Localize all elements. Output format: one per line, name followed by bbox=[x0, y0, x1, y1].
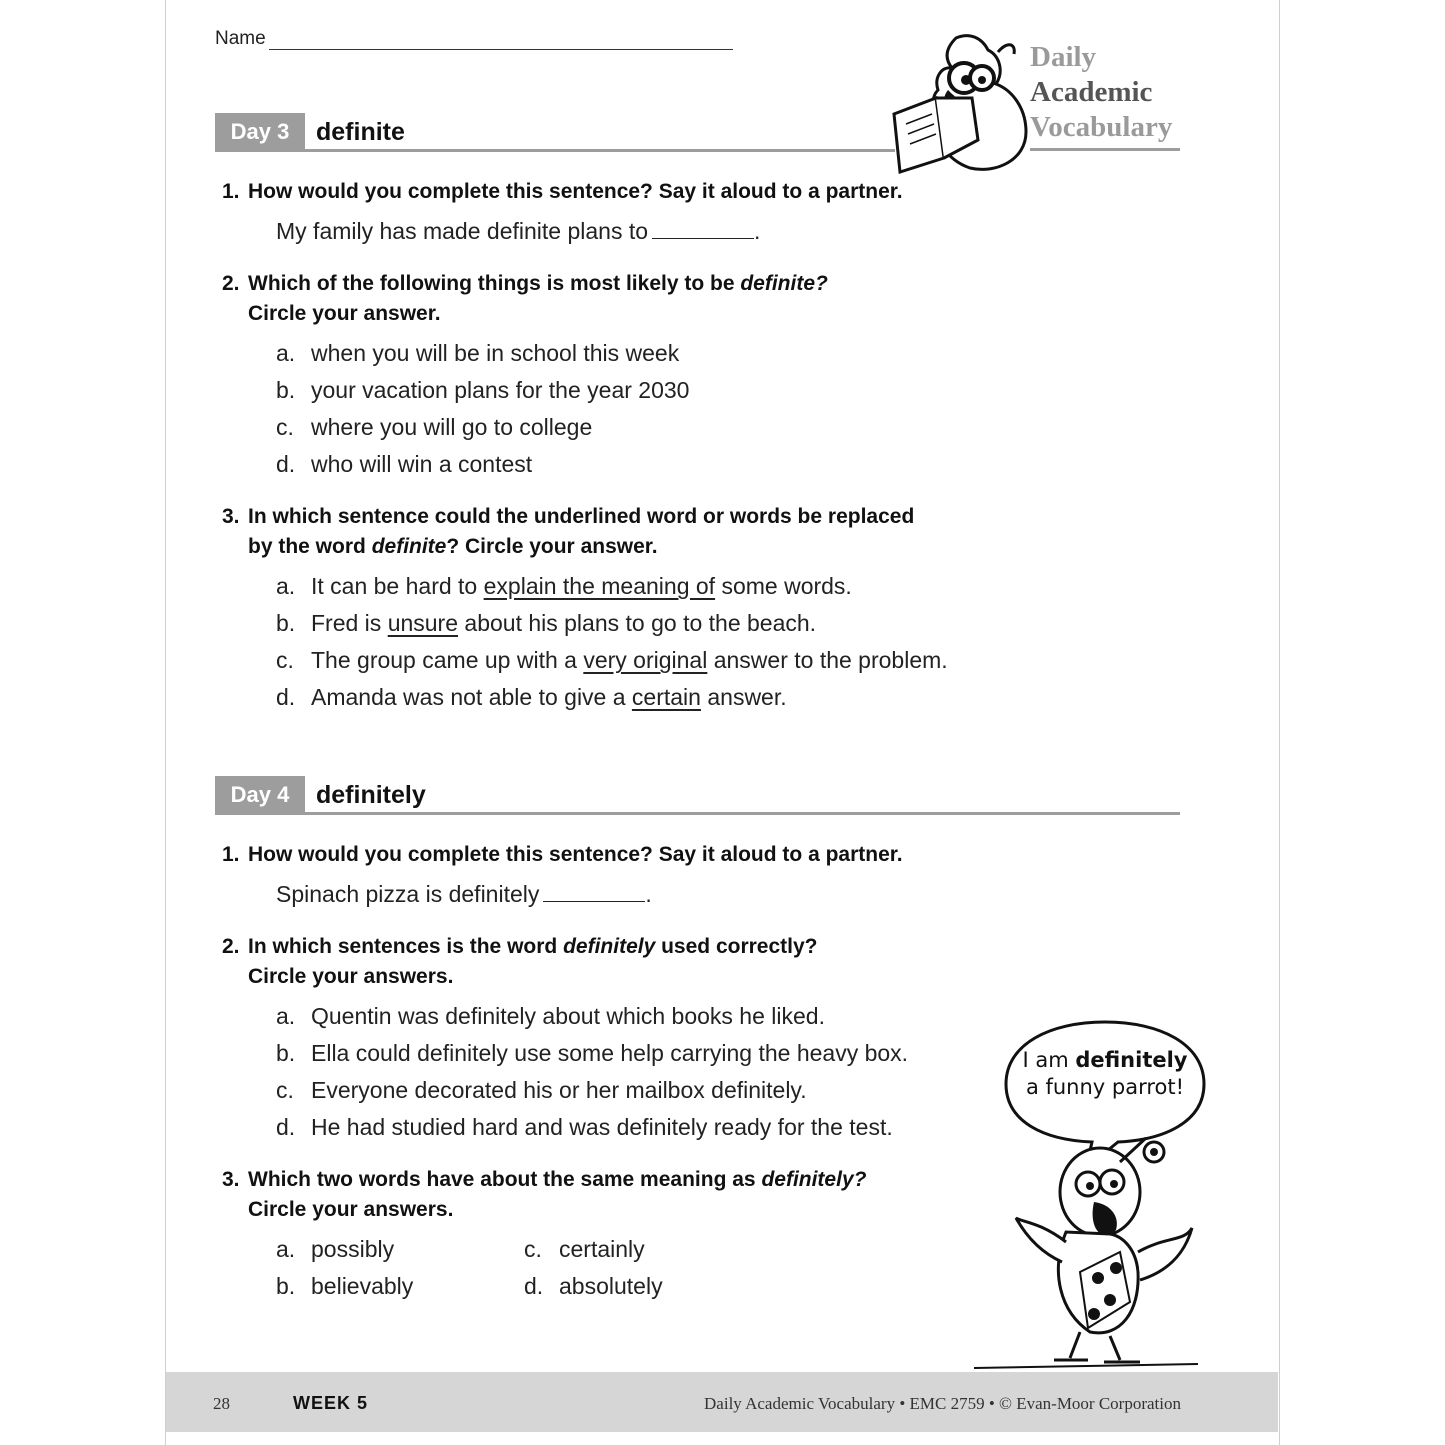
day4-badge: Day 4 bbox=[215, 776, 305, 814]
reading-parrot-icon bbox=[886, 28, 1036, 178]
day4-q2-option-d[interactable]: d. He had studied hard and was definitely ready for the test. bbox=[276, 1114, 893, 1140]
day3-q1-sentence: My family has made definite plans to . bbox=[276, 218, 761, 244]
name-field[interactable] bbox=[215, 28, 733, 50]
brand-rule bbox=[1030, 148, 1180, 151]
footer-credit: Daily Academic Vocabulary • EMC 2759 • © Evan-Moor Corporation bbox=[704, 1394, 1181, 1413]
day3-q3-option-c[interactable]: c. The group came up with a very original answer to the problem. bbox=[276, 647, 948, 673]
day4-q2-option-b[interactable]: b. Ella could definitely use some help carrying the heavy box. bbox=[276, 1040, 909, 1066]
brand-line-academic: Academic bbox=[1030, 76, 1153, 108]
day3-q2-option-a[interactable]: a. when you will be in school this week bbox=[276, 340, 680, 366]
day4-header bbox=[215, 776, 1180, 814]
day4-q2: 2. In which sentences is the word definitely used correctly? Circle your answers. bbox=[222, 935, 818, 988]
day4-q3-option-b[interactable]: b. believably bbox=[276, 1273, 414, 1299]
day3-q3: 3. In which sentence could the underlined word or words be replaced by the word definite? Circle your answer. bbox=[222, 505, 915, 558]
day3-q2-option-c[interactable]: c. where you will go to college bbox=[276, 414, 593, 440]
day4-q1: 1. How would you complete this sentence? Say it aloud to a partner. bbox=[222, 843, 903, 866]
day3-q2-option-b[interactable]: b. your vacation plans for the year 2030 bbox=[276, 377, 690, 403]
day4-q1-sentence: Spinach pizza is definitely . bbox=[276, 881, 652, 907]
day3-q2-option-d[interactable]: d. who will win a contest bbox=[276, 451, 533, 477]
day3-word: definite bbox=[316, 118, 405, 146]
day3-q2: 2. Which of the following things is most likely to be definite? Circle your answer. bbox=[222, 272, 828, 325]
day3-badge: Day 3 bbox=[215, 113, 305, 151]
day4-q3: 3. Which two words have about the same meaning as definitely? Circle your answers. bbox=[222, 1168, 867, 1221]
day3-q3-option-b[interactable]: b. Fred is unsure about his plans to go to the beach. bbox=[276, 610, 817, 636]
day3-q1: 1. How would you complete this sentence? Say it aloud to a partner. bbox=[222, 180, 903, 203]
standing-parrot-icon bbox=[970, 1132, 1200, 1372]
answer-blank[interactable] bbox=[652, 220, 754, 239]
day3-header bbox=[215, 113, 1180, 151]
name-underline bbox=[269, 29, 733, 50]
brand-line-daily: Daily bbox=[1030, 41, 1097, 73]
day4-q2-option-c[interactable]: c. Everyone decorated his or her mailbox definitely. bbox=[276, 1077, 807, 1103]
day4-q3-option-c[interactable]: c. certainly bbox=[524, 1236, 645, 1262]
day3-q3-option-a[interactable]: a. It can be hard to explain the meaning of some words. bbox=[276, 573, 852, 599]
day4-q3-option-a[interactable]: a. possibly bbox=[276, 1236, 395, 1262]
day4-rule bbox=[215, 812, 1180, 815]
week-label: WEEK 5 bbox=[293, 1393, 369, 1413]
day4-q3-option-d[interactable]: d. absolutely bbox=[524, 1273, 663, 1299]
answer-blank[interactable] bbox=[543, 883, 645, 902]
name-label: Name bbox=[215, 28, 266, 49]
day4-q2-option-a[interactable]: a. Quentin was definitely about which books he liked. bbox=[276, 1003, 825, 1029]
day3-rule bbox=[215, 149, 895, 152]
bubble-text: I am definitely a funny parrot! bbox=[1022, 1048, 1188, 1099]
brand-line-vocabulary: Vocabulary bbox=[1030, 111, 1173, 143]
page-number: 28 bbox=[213, 1394, 230, 1413]
day3-q3-option-d[interactable]: d. Amanda was not able to give a certain answer. bbox=[276, 684, 787, 710]
day4-word: definitely bbox=[316, 781, 426, 809]
